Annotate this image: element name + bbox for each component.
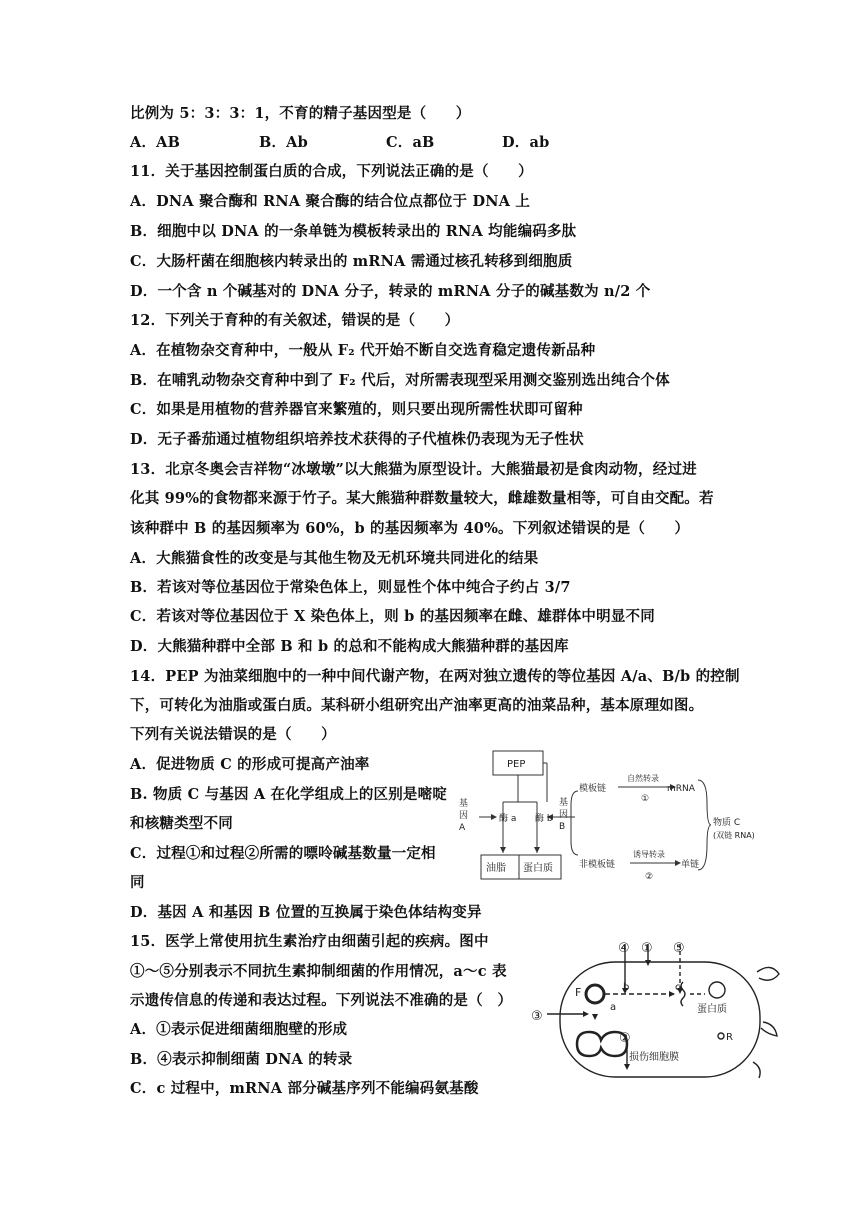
svg-text:单链: 单链 (681, 860, 700, 870)
r-icon (718, 1033, 724, 1039)
svg-text:⑤: ⑤ (673, 941, 685, 956)
q14-option-a[interactable]: A．促进物质 C 的形成可提高产油率 (130, 756, 370, 773)
svg-text:b: b (623, 982, 630, 993)
q12-option-c[interactable]: C．如果是用植物的营养器官来繁殖的，则只要出现所需性状即可留种 (130, 401, 583, 418)
q13-stem-line2: 化其 99%的食物都来源于竹子。某大熊猫种群数量较大，雌雄数量相等，可自由交配。若 (130, 490, 714, 507)
svg-text:诱导转录: 诱导转录 (633, 850, 665, 859)
svg-text:油脂: 油脂 (486, 863, 506, 874)
svg-text:②: ② (619, 1031, 631, 1046)
q14-diagram (455, 745, 765, 895)
q14-stem-line3: 下列有关说法错误的是（ ） (130, 726, 336, 743)
q14-option-c-line1[interactable]: C．过程①和过程②所需的嘌呤碱基数量一定相 (130, 845, 436, 862)
svg-text:蛋白质: 蛋白质 (523, 863, 553, 874)
q13-option-b[interactable]: B．若该对等位基因位于常染色体上，则显性个体中纯合子约占 3/7 (130, 579, 571, 596)
plasmid-f (586, 985, 604, 1003)
svg-text:酶 a: 酶 a (499, 814, 517, 824)
q12-stem: 12．下列关于育种的有关叙述，错误的是（ ） (130, 312, 460, 329)
q14-option-d[interactable]: D．基因 A 和基因 B 位置的互换属于染色体结构变异 (130, 904, 482, 921)
q14-option-c-line2[interactable]: 同 (130, 874, 145, 891)
svg-text:损伤细胞膜: 损伤细胞膜 (629, 1052, 679, 1063)
q13-stem-line3: 该种群中 B 的基因频率为 60%，b 的基因频率为 40%。下列叙述错误的是（ ） (130, 520, 690, 537)
q13-stem-line1: 13．北京冬奥会吉祥物“冰墩墩”以大熊猫为原型设计。大熊猫最初是食肉动物，经过进 (130, 461, 697, 478)
q11-stem: 11．关于基因控制蛋白质的合成，下列说法正确的是（ ） (130, 163, 533, 180)
q13-option-c[interactable]: C．若该对等位基因位于 X 染色体上，则 b 的基因频率在雌、雄群体中明显不同 (130, 608, 655, 625)
svg-text:蛋白质: 蛋白质 (697, 1004, 727, 1015)
q12-option-b[interactable]: B．在哺乳动物杂交育种中到了 F₂ 代后，对所需表现型采用测交鉴别选出纯合个体 (130, 372, 670, 389)
q11-option-a[interactable]: A．DNA 聚合酶和 RNA 聚合酶的结合位点都位于 DNA 上 (130, 193, 531, 210)
q15-stem-line1: 15．医学上常使用抗生素治疗由细菌引起的疾病。图中 (130, 933, 489, 950)
svg-text:基: 基 (559, 798, 569, 808)
q12-option-a[interactable]: A．在植物杂交育种中，一般从 F₂ 代开始不断自交选育稳定遗传新品种 (130, 342, 596, 359)
svg-text:④: ④ (618, 941, 630, 956)
q14-stem-line2: 下，可转化为油脂或蛋白质。某科研小组研究出产油率更高的油菜品种，基本原理如图。 (130, 697, 704, 714)
q10-option-c[interactable]: C．aB (386, 134, 435, 151)
svg-text:c: c (675, 982, 681, 993)
q13-option-d[interactable]: D．大熊猫种群中全部 B 和 b 的总和不能构成大熊猫种群的基因库 (130, 638, 569, 655)
q15-stem-line2: ①～⑤分别表示不同抗生素抑制细菌的作用情况，a～c 表 (130, 963, 507, 980)
svg-text:基: 基 (459, 799, 469, 809)
q15-option-b[interactable]: B．④表示抑制细菌 DNA 的转录 (130, 1051, 353, 1068)
svg-text:酶 b: 酶 b (535, 814, 553, 824)
svg-text:A: A (459, 823, 466, 833)
svg-text:物质 C: 物质 C (713, 818, 741, 828)
q15-option-c[interactable]: C．c 过程中，mRNA 部分碱基序列不能编码氨基酸 (130, 1080, 479, 1097)
svg-text:非模板链: 非模板链 (579, 860, 616, 870)
svg-text:①: ① (641, 941, 653, 956)
ribosome-icon (709, 982, 725, 998)
q10-option-a[interactable]: A．AB (130, 134, 181, 151)
q10-option-d[interactable]: D．ab (502, 134, 550, 151)
q12-option-d[interactable]: D．无子番茄通过植物组织培养技术获得的子代植株仍表现为无子性状 (130, 431, 584, 448)
q15-diagram (525, 932, 780, 1082)
svg-text:因: 因 (459, 811, 469, 821)
q11-option-b[interactable]: B．细胞中以 DNA 的一条单链为模板转录出的 RNA 均能编码多肽 (130, 223, 577, 240)
svg-text:②: ② (645, 872, 654, 882)
svg-text:③: ③ (531, 1009, 543, 1024)
svg-text:F: F (575, 986, 582, 999)
q15-option-a[interactable]: A．①表示促进细菌细胞壁的形成 (130, 1021, 348, 1038)
q11-option-d[interactable]: D．一个含 n 个碱基对的 DNA 分子，转录的 mRNA 分子的碱基数为 n/2 个 (130, 283, 651, 300)
svg-text:(双链 RNA): (双链 RNA) (713, 831, 755, 840)
q15-stem-line3: 示遗传信息的传递和表达过程。下列说法不准确的是（ ） (130, 992, 513, 1009)
svg-text:a: a (610, 1002, 617, 1013)
svg-text:mRNA: mRNA (667, 784, 695, 794)
q14-option-b-line2[interactable]: 和核糖类型不同 (130, 815, 233, 832)
q14-stem-line1: 14．PEP 为油菜细胞中的一种中间代谢产物，在两对独立遗传的等位基因 A/a、B/b 的控制 (130, 668, 740, 685)
svg-text:B: B (559, 822, 566, 832)
q11-option-c[interactable]: C．大肠杆菌在细胞核内转录出的 mRNA 需通过核孔转移到细胞质 (130, 253, 573, 270)
svg-text:因: 因 (559, 810, 569, 820)
q10-tail-line: 比例为 5：3：3：1，不育的精子基因型是（ ） (130, 105, 471, 122)
svg-text:自然转录: 自然转录 (627, 774, 659, 783)
q13-option-a[interactable]: A．大熊猫食性的改变是与其他生物及无机环境共同进化的结果 (130, 550, 539, 567)
svg-text:PEP: PEP (507, 759, 526, 770)
svg-text:①: ① (641, 794, 650, 804)
q14-option-b-line1[interactable]: B. 物质 C 与基因 A 在化学组成上的区别是嘧啶 (130, 786, 448, 803)
q10-option-b[interactable]: B．Ab (259, 134, 308, 151)
svg-text:R: R (726, 1032, 733, 1043)
svg-text:模板链: 模板链 (579, 784, 607, 794)
